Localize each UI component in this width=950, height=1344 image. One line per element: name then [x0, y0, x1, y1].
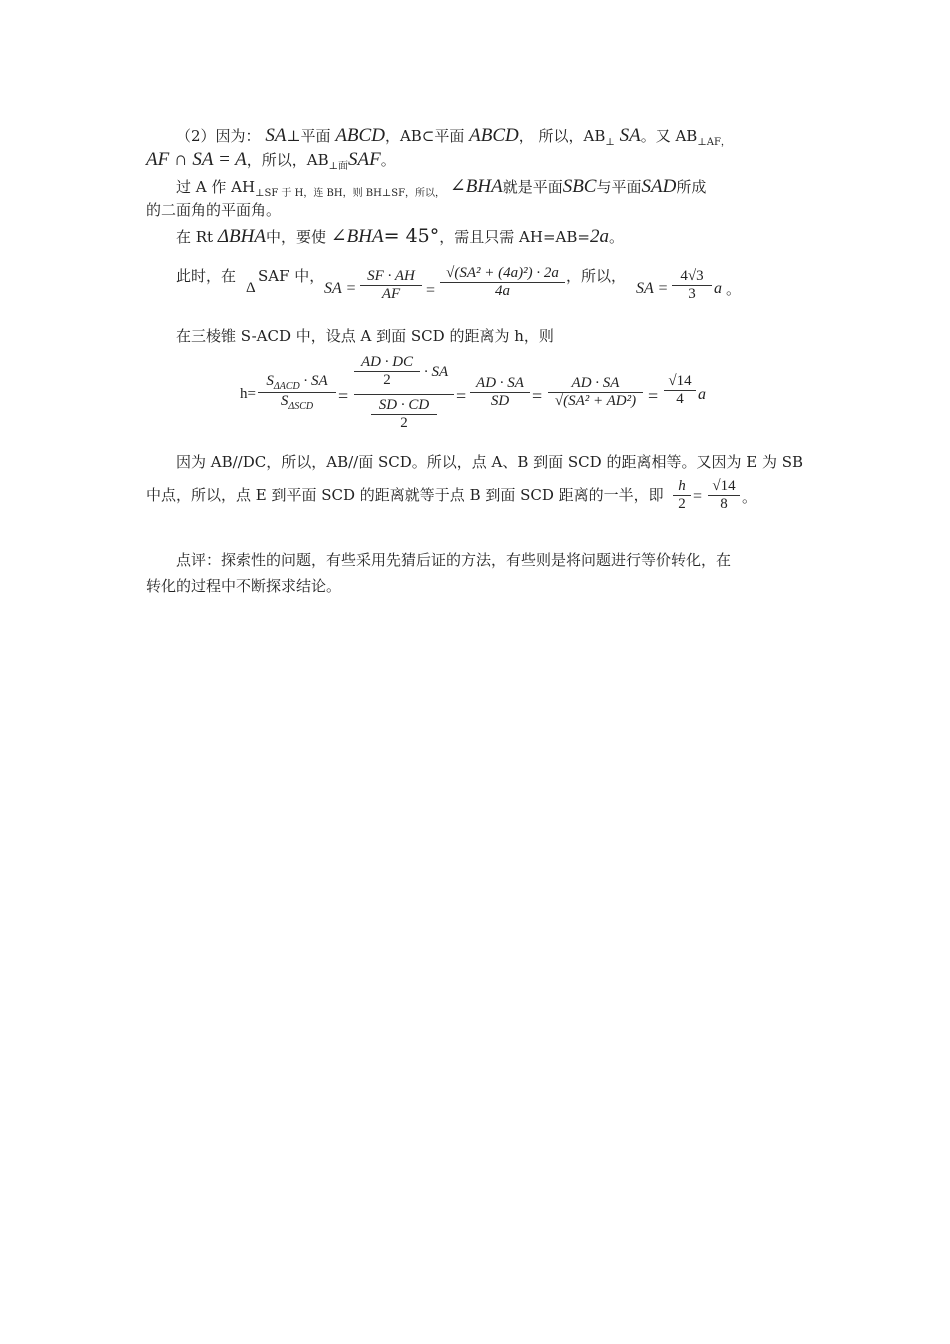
- frac-4sqrt3-3: [672, 268, 712, 303]
- numerator-sa: · SA: [424, 364, 449, 380]
- var-a: a: [698, 386, 706, 403]
- h-equals: h=: [240, 386, 256, 402]
- p5-line: 在三棱锥 S-ACD 中，设点 A 到面 SCD 的距离为 h，则: [176, 327, 554, 345]
- denominator: 2: [371, 414, 437, 432]
- p4-text-b: SAF 中，: [258, 267, 325, 285]
- text: 所成: [676, 178, 707, 196]
- denominator: 4a: [440, 282, 565, 300]
- math: 2a: [589, 226, 609, 247]
- math: SA: [265, 125, 287, 146]
- var-a: a: [714, 280, 722, 297]
- text: 与平面: [596, 178, 642, 196]
- equals-2: =: [456, 386, 467, 406]
- numerator: SD · CD: [378, 397, 430, 413]
- text: ⊥SF 于 H，连 BH，则 BH: [255, 188, 382, 199]
- math: ∠BHA: [449, 176, 503, 197]
- text: （2）因为：: [176, 127, 261, 145]
- text: ，需且只需 AH=AB=: [439, 228, 590, 246]
- numerator: √14: [668, 373, 692, 389]
- denominator: AF: [360, 285, 422, 303]
- eq3-lhs: SA =: [636, 280, 669, 297]
- math: SBC: [562, 176, 597, 197]
- denominator: 3: [672, 285, 712, 303]
- denominator: 2: [673, 495, 691, 513]
- text: S: [266, 373, 274, 389]
- frac-sqrt14-8: [708, 478, 740, 513]
- math: ∠BHA: [330, 226, 384, 247]
- math: ΔBHA: [217, 226, 266, 247]
- numerator: 4√3: [680, 268, 704, 284]
- numerator: h: [678, 478, 686, 494]
- equals-4: =: [648, 386, 659, 406]
- inner-frac-bottom: [371, 397, 437, 432]
- compound-denominator: [354, 394, 454, 432]
- inner-frac-top: [354, 354, 420, 389]
- p1-line1: [176, 126, 731, 153]
- math: ABCD: [335, 125, 385, 146]
- p4-text-c: ，所以，: [566, 267, 627, 285]
- eq1-lhs: SA =: [324, 280, 357, 297]
- math: SA: [619, 125, 641, 146]
- text: ⊥AF，: [697, 137, 731, 148]
- text: 。: [380, 151, 396, 169]
- text: ΔACD: [273, 381, 300, 392]
- text: ΔSCD: [288, 401, 314, 412]
- delta-symbol: Δ: [246, 280, 256, 296]
- equals-3: =: [532, 386, 543, 406]
- numerator: √(SA² + (4a)²) · 2a: [446, 265, 559, 281]
- math: SAF: [348, 149, 381, 170]
- compound-numerator: [354, 354, 454, 394]
- numerator: AD · SA: [571, 375, 620, 391]
- frac-compound: [354, 354, 454, 432]
- math: AF ∩ SA = A: [146, 149, 247, 170]
- text: ⊥: [605, 137, 615, 148]
- numerator: SF · AH: [367, 268, 415, 284]
- text: ⊂平面: [421, 127, 465, 145]
- p1-line2: [146, 150, 396, 177]
- equals: =: [426, 282, 436, 299]
- text: 。又 AB: [640, 127, 698, 145]
- denominator: 4: [664, 390, 696, 408]
- equals: =: [693, 488, 703, 505]
- numerator: √14: [712, 478, 736, 494]
- text: ⊥平面: [286, 127, 331, 145]
- p2-line2: 的二面角的平面角。: [146, 201, 282, 219]
- text: S: [280, 393, 289, 409]
- p6-line2: 中点，所以，点 E 到平面 SCD 的距离就等于点 B 到面 SCD 距离的一半，即: [146, 486, 664, 504]
- text: 就是平面: [502, 178, 563, 196]
- text: 过 A 作 AH: [176, 178, 256, 196]
- denominator: SD: [470, 392, 530, 410]
- text: 在 Rt: [176, 228, 214, 246]
- period: 。: [742, 490, 758, 506]
- frac-sqrt14-4: [664, 373, 696, 408]
- frac-ad-sa-sqrt: [548, 375, 643, 410]
- text: 中，要使: [265, 228, 326, 246]
- denominator: 2: [354, 371, 420, 389]
- text: ⊥SF，所以，: [381, 188, 446, 199]
- text: ， 所以，AB: [518, 127, 606, 145]
- text: · SA: [299, 373, 328, 389]
- period: 。: [726, 282, 742, 298]
- p4-text-a: 此时，在: [176, 267, 237, 285]
- equals-1: =: [338, 386, 349, 406]
- denominator: [258, 392, 336, 412]
- numerator: [258, 373, 336, 392]
- p7-line2: 转化的过程中不断探求结论。: [146, 577, 342, 595]
- frac-sqrt-4a: [440, 265, 565, 300]
- denominator: √(SA² + AD²): [548, 392, 643, 410]
- frac-area-ratio: [258, 373, 336, 412]
- math: ABCD: [469, 125, 519, 146]
- math: = 45°: [383, 225, 440, 247]
- text: ，所以，AB: [246, 151, 329, 169]
- text: ，AB: [384, 127, 422, 145]
- math: SAD: [641, 176, 677, 197]
- frac-ad-sa-sd: [470, 375, 530, 410]
- numerator: AD · SA: [476, 375, 524, 391]
- p3-line: [176, 226, 624, 247]
- frac-h-2: [673, 478, 691, 513]
- denominator: 8: [708, 495, 740, 513]
- frac-sf-ah-af: [360, 268, 422, 303]
- text: 。: [608, 228, 624, 246]
- numerator: AD · DC: [360, 354, 414, 370]
- p6-line1: 因为 AB//DC，所以，AB//面 SCD。所以，点 A、B 到面 SCD 的距离相等。又因为 E 为 SB: [176, 453, 804, 471]
- text: ⊥面: [328, 161, 349, 172]
- p7-line1: 点评：探索性的问题，有些采用先猜后证的方法，有些则是将问题进行等价转化，在: [176, 551, 732, 569]
